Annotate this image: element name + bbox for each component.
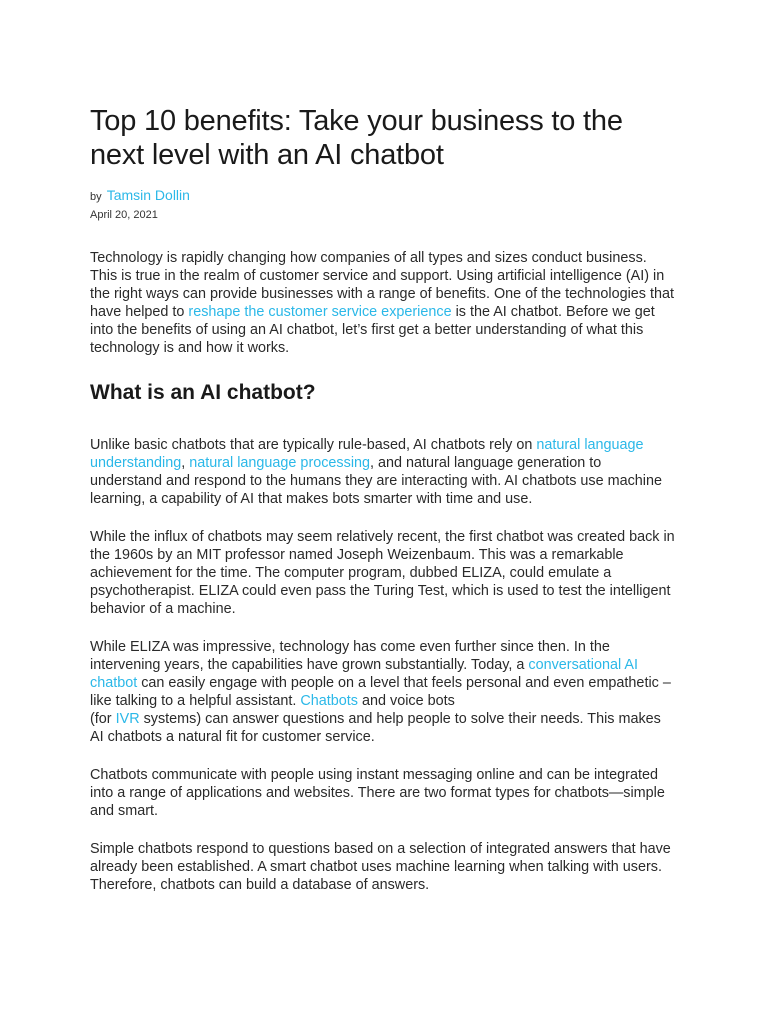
paragraph-eliza-history: While the influx of chatbots may seem relatively recent, the first chatbot was created back in the 1960s by an MIT professor named Joseph Weizenbaum. This was a remarkable achievement for the time. The computer program, dubbed ELIZA, could emulate a psychotherapist. ELIZA could even pass the Turing Test, which is used to test the intelligent behavior of a machine. [90, 529, 675, 617]
author-link[interactable]: Tamsin Dollin [106, 187, 190, 203]
article-title: Top 10 benefits: Take your business to the next level with an AI chatbot [90, 105, 623, 171]
conversational-ai-link[interactable]: conversational AI chatbot [90, 657, 638, 691]
paragraph-chatbot-formats: Chatbots communicate with people using instant messaging online and can be integrated into a range of applications and websites. There are two format types for chatbots—simple and smart. [90, 767, 665, 819]
section-heading: What is an AI chatbot? [90, 381, 316, 404]
p3-text-2: can easily engage with people on a level that feels personal and even empathetic – like talking to a helpful assistant. [90, 675, 671, 709]
paragraph-conversational-ai [90, 638, 676, 746]
p3-text-4: (for [90, 711, 116, 727]
chatbots-link[interactable]: Chatbots [300, 693, 358, 709]
intro-paragraph [90, 249, 676, 357]
nlp-link[interactable]: natural language processing [189, 455, 371, 471]
ivr-link[interactable]: IVR [115, 711, 140, 727]
by-label: by [90, 191, 102, 203]
p3-text-5: systems) can answer questions and help people to solve their needs. This makes AI chatbots a natural fit for customer service. [90, 711, 661, 745]
p1-text-3: , and natural language generation to understand and respond to the humans they are interacting with. AI chatbots use machine learning, a capability of AI that makes bots smarter with time and use. [90, 455, 662, 507]
intro-text-1: Technology is rapidly changing how companies of all types and sizes conduct business. This is true in the realm of customer service and support. Using artificial intelligence (AI) in the right ways can provide businesses with a range of benefits. One of the technologies that have helped to [90, 250, 674, 320]
p3-text-3: and voice bots [358, 693, 455, 709]
p1-text-2: , [181, 455, 190, 471]
byline [90, 187, 676, 205]
paragraph-ai-chatbots [90, 436, 676, 508]
intro-text-2: is the AI chatbot. Before we get into the benefits of using an AI chatbot, let’s first get a better understanding of what this technology is and how it works. [90, 304, 655, 356]
p1-text-1: Unlike basic chatbots that are typically rule-based, AI chatbots rely on [90, 437, 537, 453]
reshape-experience-link[interactable]: reshape the customer service experience [188, 304, 452, 320]
paragraph-simple-smart: Simple chatbots respond to questions based on a selection of integrated answers that have already been established. A smart chatbot uses machine learning when talking with users. Therefore, chatbots can build a database of answers. [90, 841, 671, 893]
p3-text-1: While ELIZA was impressive, technology has come even further since then. In the intervening years, the capabilities have grown substantially. Today, a [90, 639, 610, 673]
publish-date: April 20, 2021 [90, 209, 158, 221]
nlu-link[interactable]: natural language understanding [90, 437, 644, 471]
